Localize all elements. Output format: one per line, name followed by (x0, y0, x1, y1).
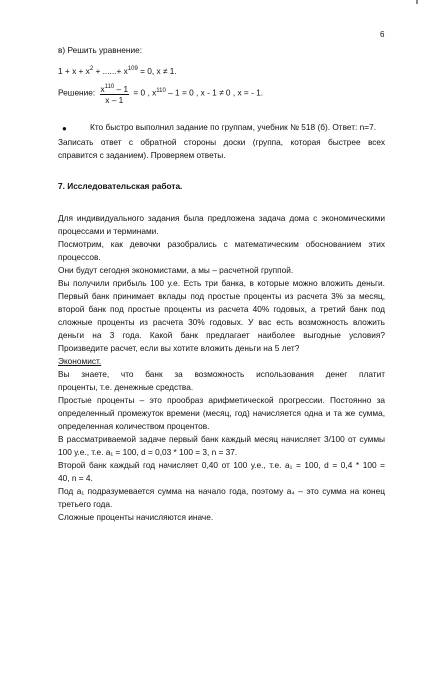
solution-fraction: $\frac{x^{110} - 1}{x - 1}$ (100, 83, 129, 105)
body-line: Произведите расчет, если вы хотите вложить деньги на 5 лет? (58, 343, 300, 353)
body-line: Первый банк принимает вклады под простые проценты из расчета 3% за месяц, (58, 291, 385, 301)
body-line: В рассматриваемой задаче первый банк каждый месяц начисляет 3/100 от суммы (58, 434, 385, 444)
body-paragraph-1 (58, 212, 385, 524)
body-line: процессами и терминами. (58, 226, 159, 236)
task-label: в) Решить уравнение: (58, 45, 143, 55)
body-line: второй банк под простые проценты из расчета 40% годовых, а третий банк под (58, 304, 385, 314)
body-line: Простые проценты – это прообраз арифметической прогрессии. Постоянно за (58, 395, 385, 405)
body-line: сложные проценты из расчета 30% годовых. У вас есть возможность вложить (58, 317, 385, 327)
body-line: Они будут сегодня экономистами, а мы – расчетной группой. (58, 265, 294, 275)
body-line: деньги на 3 года. Какой банк предлагает наиболее выгодные условия? (58, 330, 385, 340)
check-line: Записать ответ с обратной стороны доски (группа, которая быстрее всех (58, 137, 385, 147)
economist-label: Экономист. (58, 356, 102, 366)
equation: $1 + x + x^2$ + ......+ $x^{109} = 0$, x ≠ 1. (58, 65, 177, 76)
section-heading: 7. Исследовательская работа. (58, 181, 183, 191)
bullet-dot: ● (62, 124, 67, 133)
check-line: справится с заданием). Проверяем ответы. (58, 150, 226, 160)
body-line: Сложные проценты начисляются иначе. (58, 512, 214, 522)
body-line: Посмотрим, как девочки разобрались с математическим обоснованием этих (58, 239, 385, 249)
body-line: Под а₁ подразумевается сумма на начало года, поэтому а₄ – это сумма на конец (58, 486, 385, 496)
page-corner-mark (416, 0, 418, 4)
body-line: третьего года. (58, 499, 113, 509)
solution-line: Решение: $\frac{x^{110} - 1}{x - 1}$ = 0 , $x^{110} - 1 = 0$ , x - 1 ≠ 0 , x = - 1. (58, 83, 264, 105)
body-line: определенная количеством процентов. (58, 421, 210, 431)
check-paragraph (58, 136, 385, 162)
body-line: 100 у.е., т.е. а₁ = 100, d = 0,03 * 100 = 3, n = 37. (58, 447, 238, 457)
body-line: 40, n = 4. (58, 473, 93, 483)
solution-label: Решение: (58, 87, 96, 98)
body-line: проценты, т.е. денежные средства. (58, 382, 194, 392)
page-number: 6 (380, 30, 385, 39)
body-line: определенный промежуток времени (месяц, год) начисляется одна и та же сумма, (58, 408, 385, 418)
body-line: Второй банк каждый год начисляет 0,40 от 100 у.е., т.е. а₁ = 100, d = 0,4 * 100 = (58, 460, 385, 470)
body-line: процессов. (58, 252, 101, 262)
body-line: Для индивидуального задания была предложена задача дома с экономическими (58, 213, 385, 223)
body-line: Вы получили прибыль 100 у.е. Есть три банка, в которые можно вложить деньги. (58, 278, 385, 288)
economist-line: Экономист. Вы знаете, что банк за возможность использования денег платит (58, 356, 385, 379)
bullet-text: Кто быстро выполнил задание по группам, учебник № 518 (б). Ответ: n=7. (90, 122, 377, 132)
